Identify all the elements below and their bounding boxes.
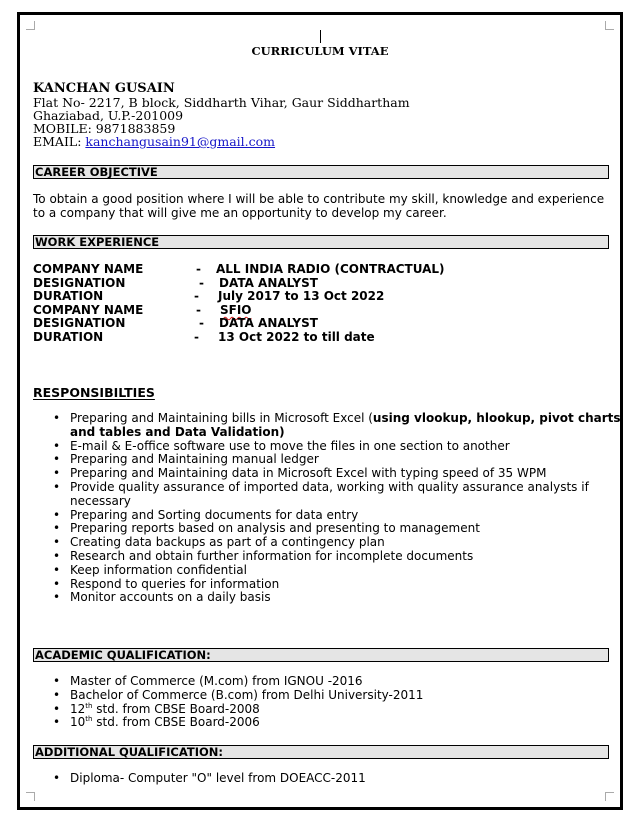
work-separator: - xyxy=(194,289,199,304)
grade-text: std. from CBSE Board-2008 xyxy=(92,701,260,716)
address-line-1: Flat No- 2217, B block, Siddharth Vihar, Gaur Siddhartham xyxy=(33,95,410,110)
career-objective-text: To obtain a good position where I will be able to contribute my skill, knowledge and experience to a company that will give me an opportunity to develop my career. xyxy=(33,192,605,220)
email-link[interactable]: kanchangusain91@gmail.com xyxy=(85,134,276,149)
list-item xyxy=(53,412,621,440)
work-label: DESIGNATION xyxy=(33,316,126,331)
work-label: COMPANY NAME xyxy=(33,262,144,276)
grade-suffix: th xyxy=(85,715,93,724)
list-item: • Provide quality assurance of imported data, working with quality assurance analysts if necessary xyxy=(53,481,598,509)
work-separator: - xyxy=(196,302,201,317)
work-separator: - xyxy=(199,275,204,290)
work-separator: - xyxy=(196,262,201,276)
work-row xyxy=(33,331,533,345)
work-separator: - xyxy=(199,316,204,331)
list-item-text: Preparing and Maintaining bills in Microsoft Excel ( xyxy=(70,411,373,425)
grade-number: 10 xyxy=(70,715,86,730)
work-row xyxy=(33,263,533,277)
list-item-bold-text: using vlookup, hlookup, pivot charts and tables and Data Validation) xyxy=(70,411,621,439)
list-item xyxy=(53,703,423,717)
grade-suffix: th xyxy=(85,701,93,710)
work-value: DATA ANALYST xyxy=(219,316,318,331)
additional-list xyxy=(53,772,366,786)
list-item: • Bachelor of Commerce (B.com) from Delhi University-2011 xyxy=(53,689,423,703)
list-item: • E-mail & E-office software use to move the files in one section to another xyxy=(53,440,621,454)
list-item: • Preparing reports based on analysis and presenting to management xyxy=(53,522,621,536)
margin-corner-mark xyxy=(26,21,35,30)
list-item xyxy=(53,716,423,730)
responsibilities-list xyxy=(53,412,621,605)
section-heading-additional: ADDITIONAL QUALIFICATION: xyxy=(33,745,609,759)
work-row xyxy=(33,290,533,304)
list-item: • Research and obtain further information for incomplete documents xyxy=(53,550,621,564)
list-item: • Monitor accounts on a daily basis xyxy=(53,591,621,605)
work-experience-table xyxy=(33,263,533,345)
work-value: DATA ANALYST xyxy=(219,275,318,290)
grade-text: std. from CBSE Board-2006 xyxy=(92,715,260,730)
work-value: ALL INDIA RADIO (CONTRACTUAL) xyxy=(216,262,445,276)
email-label: EMAIL: xyxy=(33,134,86,149)
work-row xyxy=(33,304,533,318)
margin-corner-mark xyxy=(605,792,614,801)
section-heading-career-objective: CAREER OBJECTIVE xyxy=(33,165,609,179)
work-row xyxy=(33,317,533,331)
section-heading-academic: ACADEMIC QUALIFICATION: xyxy=(33,648,609,662)
list-item: • Preparing and Maintaining data in Microsoft Excel with typing speed of 35 WPM xyxy=(53,467,621,481)
work-label: DESIGNATION xyxy=(33,275,126,290)
list-item: • Preparing and Maintaining manual ledger xyxy=(53,453,621,467)
work-value: SFIO xyxy=(220,302,252,317)
work-value: 13 Oct 2022 to till date xyxy=(218,329,375,344)
mobile-number: MOBILE: 9871883859 xyxy=(33,121,176,136)
candidate-name: KANCHAN GUSAIN xyxy=(33,81,175,96)
list-item: • Master of Commerce (M.com) from IGNOU -2016 xyxy=(53,675,423,689)
text-cursor xyxy=(320,30,321,43)
work-label: DURATION xyxy=(33,289,104,304)
work-value: July 2017 to 13 Oct 2022 xyxy=(218,289,385,304)
section-heading-work-experience: WORK EXPERIENCE xyxy=(33,235,609,249)
work-label: COMPANY NAME xyxy=(33,302,144,317)
list-item: • Keep information confidential xyxy=(53,564,621,578)
list-item: • Diploma- Computer "O" level from DOEACC-2011 xyxy=(53,772,366,786)
document-page xyxy=(17,12,623,810)
work-separator: - xyxy=(194,329,199,344)
address-line-2: Ghaziabad, U.P.-201009 xyxy=(33,108,184,123)
list-item: • Respond to queries for information xyxy=(53,578,621,592)
section-heading-responsibilities: RESPONSIBILTIES xyxy=(33,385,155,400)
work-row xyxy=(33,277,533,291)
list-item: • Preparing and Sorting documents for data entry xyxy=(53,509,621,523)
work-label: DURATION xyxy=(33,329,104,344)
email-line xyxy=(33,135,275,149)
margin-corner-mark xyxy=(26,792,35,801)
document-title: CURRICULUM VITAE xyxy=(251,44,389,58)
margin-corner-mark xyxy=(605,21,614,30)
grade-number: 12 xyxy=(70,701,86,716)
academic-list xyxy=(53,675,423,730)
list-item: • Creating data backups as part of a contingency plan xyxy=(53,536,621,550)
